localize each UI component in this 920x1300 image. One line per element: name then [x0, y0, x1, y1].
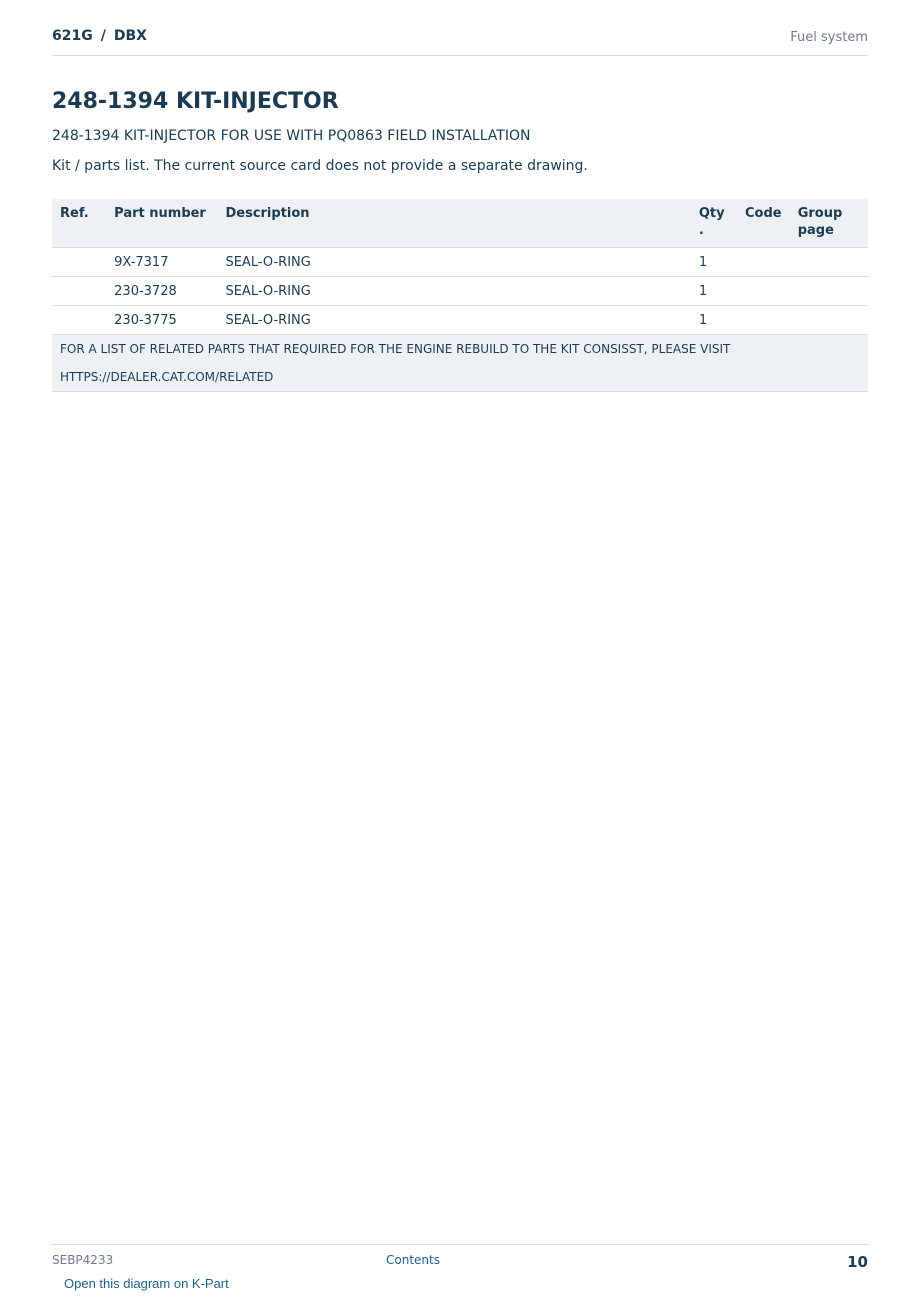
breadcrumb-model: 621G [52, 28, 93, 44]
breadcrumb-serial: DBX [113, 28, 147, 44]
footnote-line-1: FOR A LIST OF RELATED PARTS THAT REQUIRED FOR THE ENGINE REBUILD TO THE KIT CONSISST, PLEASE VISIT [60, 342, 731, 356]
header-code: Code [737, 199, 790, 248]
page-header [52, 28, 868, 56]
parts-table [52, 199, 868, 392]
table-row [52, 277, 868, 306]
page-note: Kit / parts list. The current source card does not provide a separate drawing. [52, 158, 588, 174]
header-group-page: Group page [790, 199, 868, 248]
footnote-line-2: HTTPS://DEALER.CAT.COM/RELATED [60, 370, 274, 384]
contents-link[interactable]: Contents [386, 1253, 440, 1267]
cell-code [737, 248, 790, 277]
cell-part-number: 230-3728 [106, 277, 217, 306]
header-part-number: Part number [106, 199, 217, 248]
document-id: SEBP4233 [52, 1253, 114, 1267]
header-ref: Ref. [52, 199, 106, 248]
cell-description: SEAL-O-RING [217, 306, 690, 335]
cell-ref [52, 306, 106, 335]
cell-group-page [790, 306, 868, 335]
cell-ref [52, 277, 106, 306]
table-row [52, 306, 868, 335]
header-description: Description [217, 199, 690, 248]
page-subtitle: 248-1394 KIT-INJECTOR FOR USE WITH PQ0863 FIELD INSTALLATION [52, 128, 531, 144]
breadcrumb-separator: / [100, 28, 106, 44]
cell-group-page [790, 277, 868, 306]
table-footnote [52, 335, 868, 392]
page-number: 10 [847, 1253, 868, 1271]
header-qty-label: Qty [698, 206, 725, 221]
table-row [52, 248, 868, 277]
cell-group-page [790, 248, 868, 277]
cell-part-number: 9X-7317 [106, 248, 217, 277]
open-kpart-link[interactable]: Open this diagram on K-Part [64, 1276, 229, 1291]
page-title: 248-1394 KIT-INJECTOR [52, 89, 339, 114]
cell-qty: 1 [691, 248, 737, 277]
header-qty-suffix: . [698, 223, 704, 238]
cell-part-number: 230-3775 [106, 306, 217, 335]
cell-code [737, 306, 790, 335]
page-footer [52, 1244, 868, 1269]
cell-ref [52, 248, 106, 277]
section-name: Fuel system [790, 30, 868, 45]
table-header-row [52, 199, 868, 248]
cell-qty: 1 [691, 306, 737, 335]
breadcrumb [52, 28, 147, 44]
cell-qty: 1 [691, 277, 737, 306]
cell-description: SEAL-O-RING [217, 248, 690, 277]
header-qty [691, 199, 737, 248]
cell-description: SEAL-O-RING [217, 277, 690, 306]
cell-code [737, 277, 790, 306]
table-footnote-row [52, 335, 868, 392]
